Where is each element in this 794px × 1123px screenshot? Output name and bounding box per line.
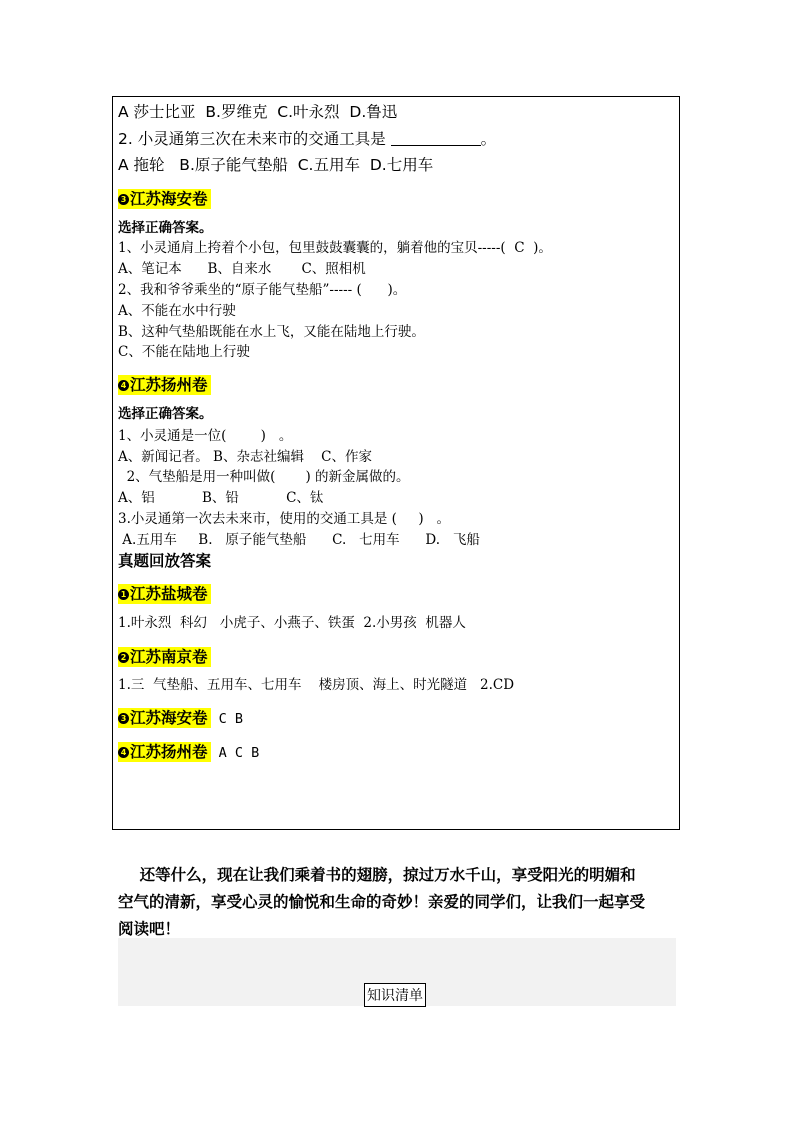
answer-line-yangzhou [118, 742, 259, 762]
question-line: 1、小灵通肩上挎着个小包，包里鼓鼓囊囊的，躺着他的宝贝-----( C )。 [118, 240, 552, 256]
question-line: B、这种气垫船既能在水上飞，又能在陆地上行驶。 [118, 324, 425, 340]
section-tag-label: 江苏海安卷 [130, 189, 208, 208]
closing-line: 空气的清新，享受心灵的愉悦和生命的奇妙！亲爱的同学们，让我们一起享受 [118, 892, 646, 911]
closing-line: 阅读吧！ [118, 919, 181, 938]
circled-number-icon: 4 [118, 380, 129, 391]
circled-number-icon: 3 [118, 713, 129, 724]
question-line: 2、气垫船是用一种叫做( ) 的新金属做的。 [118, 469, 410, 485]
closing-paragraph [118, 861, 684, 942]
circled-number-icon: 3 [118, 194, 129, 205]
section-tag-label: 江苏南京卷 [130, 647, 208, 666]
circled-number-icon: 1 [118, 589, 129, 600]
options-line-2: A 拖轮 B.原子能气垫船 C.五用车 D.七用车 [118, 156, 434, 174]
answer-line-haian [118, 708, 243, 728]
question-line: 2、我和爷爷乘坐的“原子能气垫船”----- ( )。 [118, 282, 407, 298]
section-tag-label: 江苏盐城卷 [130, 584, 208, 603]
section-tag-label: 江苏扬州卷 [130, 742, 208, 761]
knowledge-list-label: 知识清单 [364, 983, 426, 1007]
question-line: A、新闻记者。 B、杂志社编辑 C、作家 [118, 449, 372, 465]
answer-blank [391, 133, 481, 146]
circled-number-icon: 2 [118, 652, 129, 663]
question-line: A.五用车 B. 原子能气垫船 C. 七用车 D. 飞船 [118, 532, 480, 548]
answer-text: C B [210, 711, 244, 727]
question-line: 1、小灵通是一位( ) 。 [118, 428, 293, 444]
closing-line: 还等什么，现在让我们乘着书的翅膀，掠过万水千山，享受阳光的明媚和 [118, 865, 636, 884]
circled-number-icon: 4 [118, 747, 129, 758]
question-line: A、笔记本 B、自来水 C、照相机 [118, 261, 366, 277]
answer-text: A C B [210, 745, 260, 761]
section-instruction: 选择正确答案。 [118, 220, 213, 236]
question-2 [118, 132, 496, 148]
options-line-1: A 莎士比亚 B.罗维克 C.叶永烈 D.鲁迅 [118, 103, 398, 121]
question-line: C、不能在陆地上行驶 [118, 344, 250, 360]
section-tag-label: 江苏海安卷 [130, 708, 208, 727]
section-tag-yangzhou [118, 375, 211, 395]
answers-title: 真题回放答案 [118, 551, 212, 570]
answer-tag-yancheng [118, 584, 211, 604]
answer-tag-nanjing [118, 647, 211, 667]
answer-text: 1.叶永烈 科幻 小虎子、小燕子、铁蛋 2.小男孩 机器人 [118, 615, 466, 631]
question-line: A、不能在水中行驶 [118, 303, 236, 319]
section-tag-label: 江苏扬州卷 [130, 375, 208, 394]
question-2-end: 。 [480, 130, 497, 148]
section-tag-haian [118, 189, 211, 209]
question-line: 3.小灵通第一次去未来市，使用的交通工具是 ( ) 。 [118, 511, 451, 527]
section-instruction: 选择正确答案。 [118, 406, 213, 422]
answer-text: 1.三 气垫船、五用车、七用车 楼房顶、海上、时光隧道 2.CD [118, 677, 515, 693]
question-line: A、铝 B、铅 C、钛 [118, 490, 324, 506]
question-2-text: 2. 小灵通第三次在未来市的交通工具是 [118, 130, 391, 148]
